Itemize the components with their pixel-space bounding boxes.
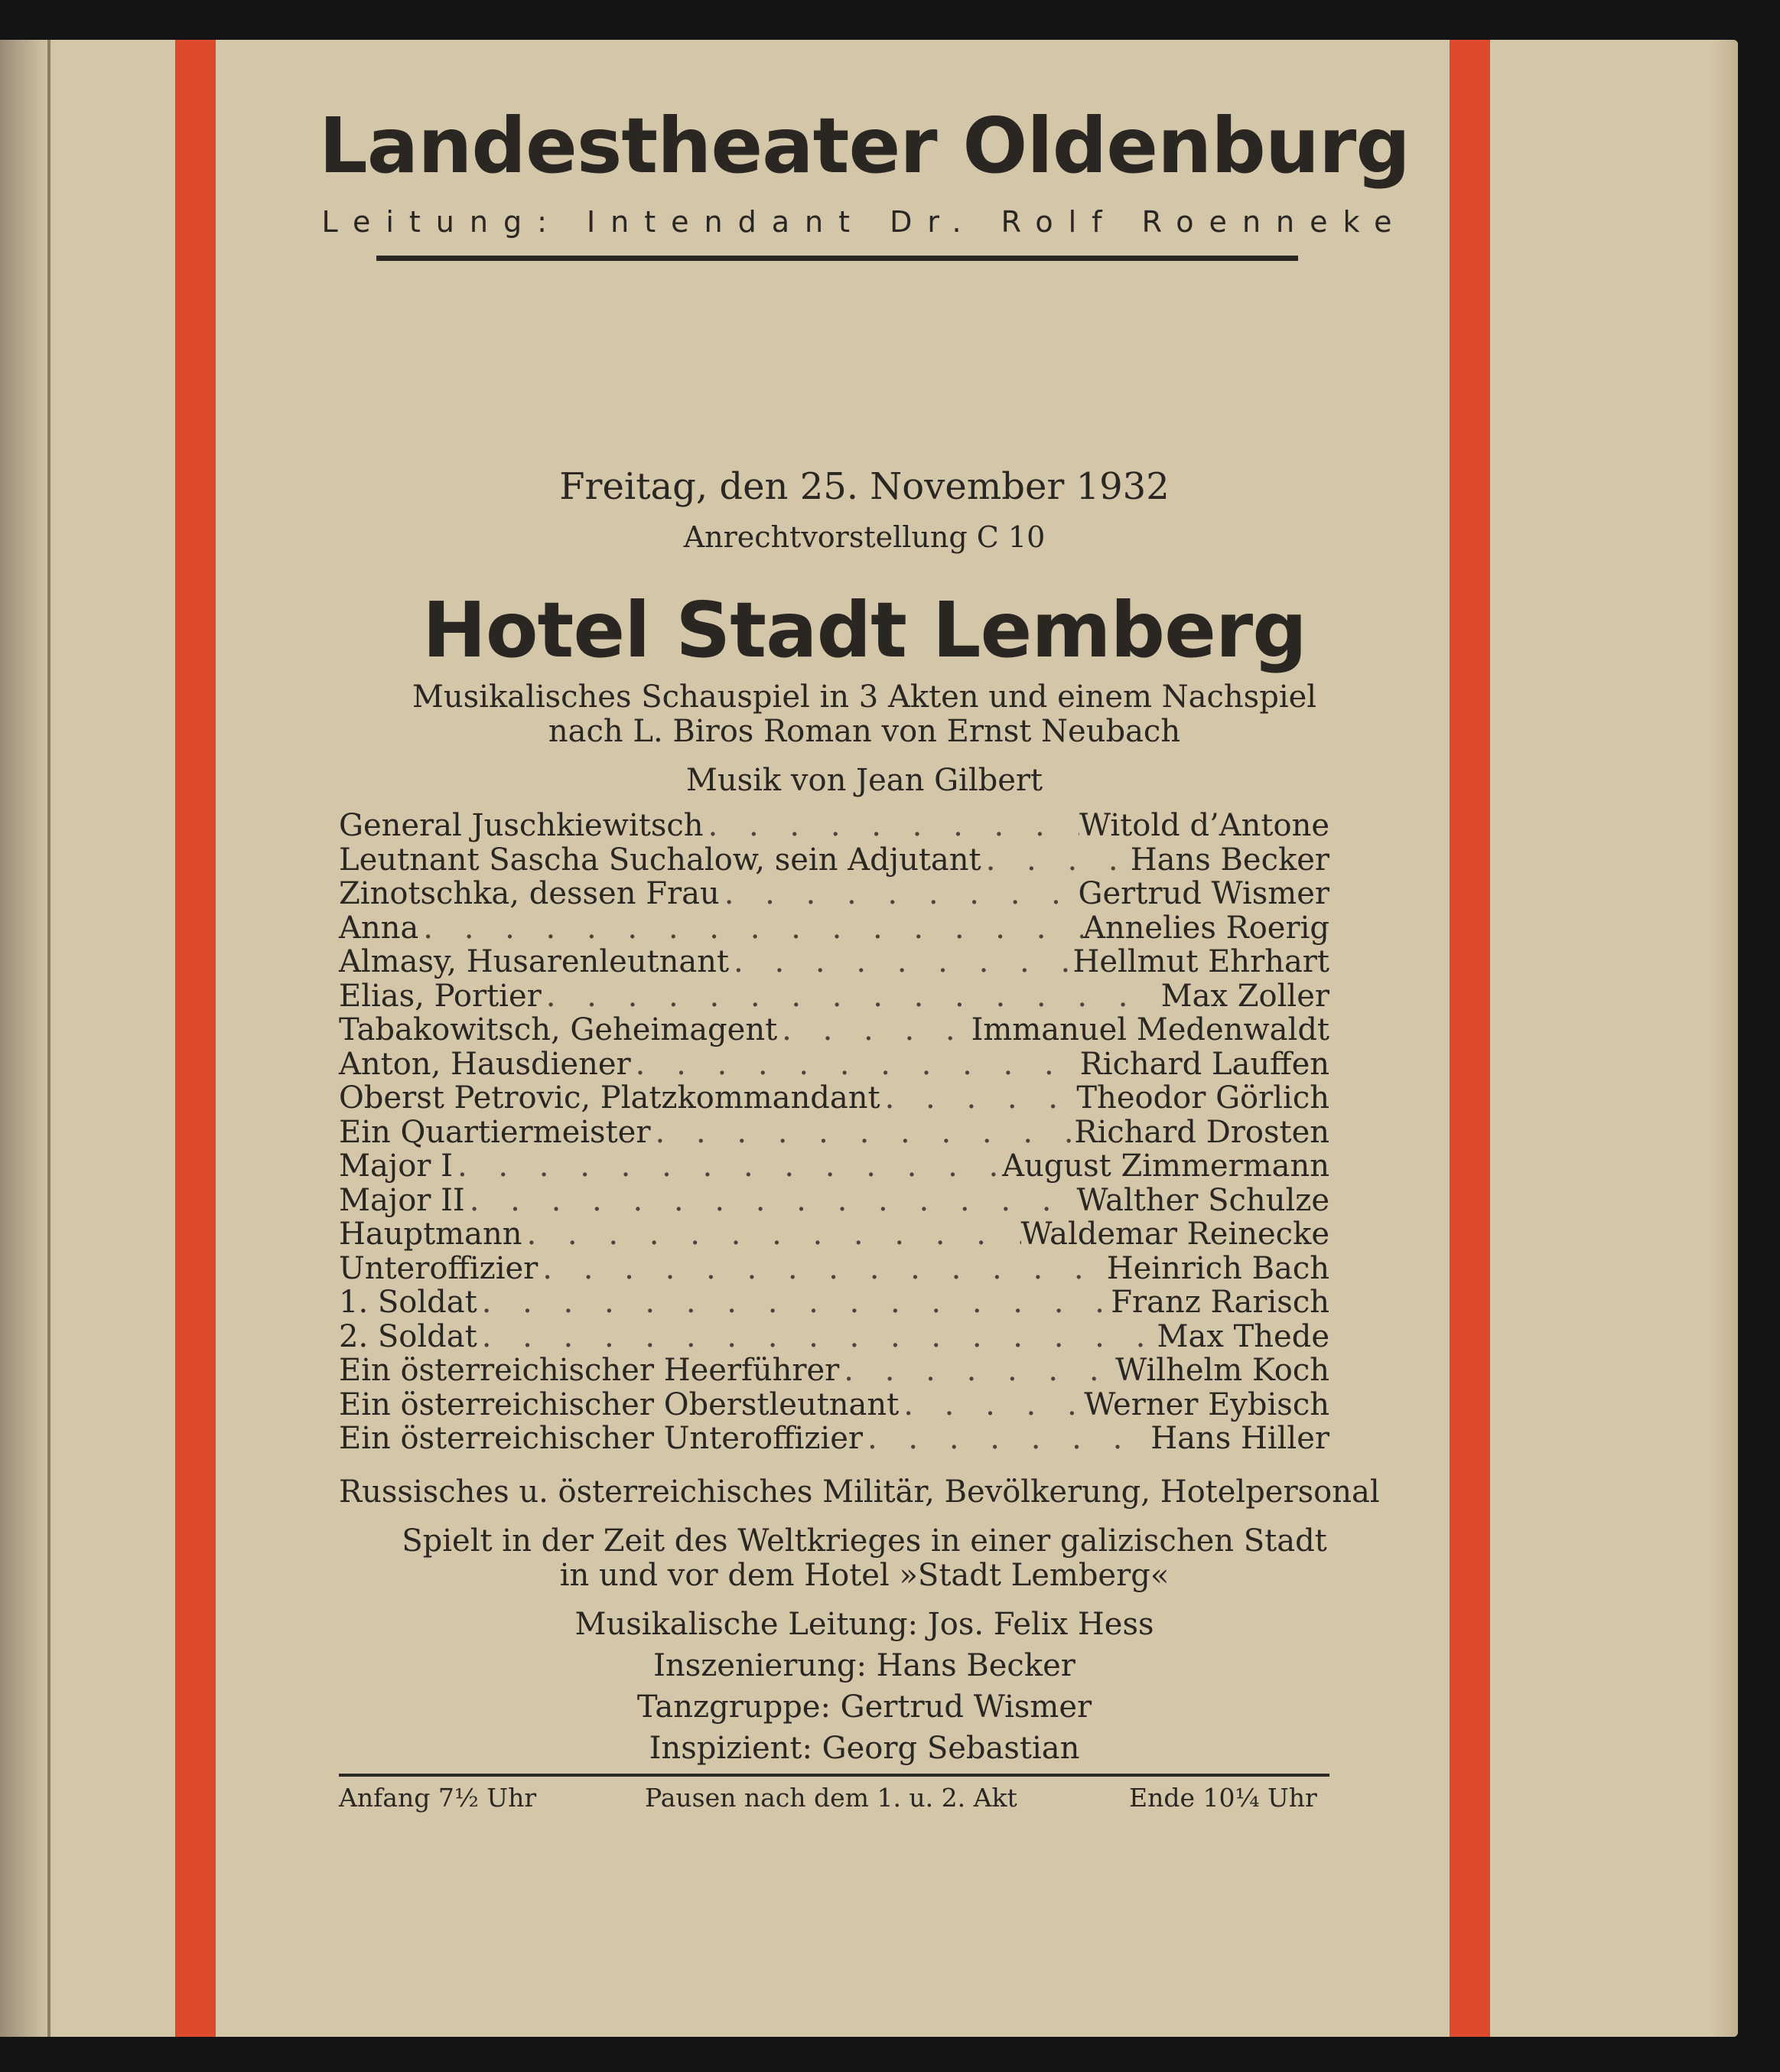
cast-role: Zinotschka, dessen Frau: [339, 876, 720, 911]
leader-dots: [777, 1013, 971, 1047]
cast-row: [339, 1116, 1329, 1150]
cast-role: Leutnant Sascha Suchalow, sein Adjutant: [339, 842, 981, 878]
cast-row: [339, 1354, 1329, 1388]
cast-role: Almasy, Husarenleutnant: [339, 944, 730, 979]
leader-dots: [465, 1184, 1077, 1218]
cast-actor: Witold d’Antone: [1079, 808, 1329, 843]
end-time: Ende 10¼ Uhr: [1129, 1783, 1317, 1813]
cast-actor: Heinrich Bach: [1106, 1250, 1329, 1286]
cast-actor: Hans Becker: [1130, 842, 1329, 878]
cast-row: [339, 877, 1329, 911]
cast-actor: Theodor Görlich: [1076, 1080, 1329, 1116]
leader-dots: [839, 1354, 1115, 1388]
leader-dots: [729, 945, 1072, 979]
cast-role: Major I: [339, 1148, 453, 1184]
play-title: Hotel Stadt Lemberg: [422, 585, 1307, 675]
cast-row: [339, 1285, 1329, 1320]
cast-row: [339, 911, 1329, 946]
cast-actor: August Zimmermann: [1002, 1148, 1329, 1184]
music-credit: Musik von Jean Gilbert: [685, 763, 1043, 798]
leader-dots: [477, 1285, 1111, 1320]
cast-row: [339, 945, 1329, 979]
theater-name: Landestheater Oldenburg: [319, 101, 1410, 191]
start-time: Anfang 7½ Uhr: [339, 1783, 537, 1813]
cast-actor: Richard Drosten: [1074, 1114, 1329, 1150]
cast-role: Hauptmann: [339, 1217, 522, 1252]
cast-row: [339, 1047, 1329, 1082]
page-right-edge: [1710, 40, 1738, 2037]
genre-line-1: Musikalisches Schauspiel in 3 Akten und einem Nachspiel: [412, 679, 1317, 715]
leader-dots: [453, 1149, 1002, 1184]
cast-role: Ein österreichischer Oberstleutnant: [339, 1386, 900, 1422]
cast-role: 2. Soldat: [339, 1318, 477, 1354]
leader-dots: [650, 1116, 1074, 1150]
leader-dots: [631, 1047, 1080, 1082]
theater-direction: Leitung: Intendant Dr. Rolf Roenneke: [321, 205, 1407, 239]
cast-row: [339, 843, 1329, 878]
cast-row: [339, 1184, 1329, 1218]
intermission-note: Pausen nach dem 1. u. 2. Akt: [645, 1783, 1017, 1813]
leader-dots: [720, 877, 1079, 911]
cast-row: [339, 1013, 1329, 1047]
leader-dots: [538, 1252, 1106, 1286]
cast-actor: Gertrud Wismer: [1078, 876, 1329, 911]
cast-actor: Walther Schulze: [1076, 1182, 1329, 1218]
cast-role: Major II: [339, 1182, 465, 1218]
leader-dots: [880, 1081, 1077, 1116]
subscription-label: Anrechtvorstellung C 10: [683, 520, 1046, 554]
cast-role: Anton, Hausdiener: [339, 1046, 631, 1082]
cast-actor: Waldemar Reinecke: [1020, 1217, 1329, 1252]
cast-actor: Richard Lauffen: [1079, 1046, 1329, 1082]
cast-row: [339, 1081, 1329, 1116]
leader-dots: [863, 1422, 1150, 1456]
header-rule: [376, 256, 1298, 261]
setting-line-1: Spielt in der Zeit des Weltkrieges in einer galizischen Stadt: [402, 1523, 1327, 1559]
cast-role: Ein österreichischer Unteroffizier: [339, 1421, 863, 1456]
cast-actor: Hellmut Ehrhart: [1072, 944, 1329, 979]
cast-role: Tabakowitsch, Geheimagent: [339, 1012, 778, 1047]
cast-actor: Immanuel Medenwaldt: [971, 1012, 1329, 1047]
footer-rule: [339, 1774, 1329, 1777]
cast-row: [339, 1149, 1329, 1184]
musical-direction-credit: Musikalische Leitung: Jos. Felix Hess: [574, 1607, 1154, 1642]
performance-date: Freitag, den 25. November 1932: [559, 465, 1170, 508]
cast-row: [339, 1388, 1329, 1422]
staging-credit: Inszenierung: Hans Becker: [653, 1648, 1075, 1683]
dance-group-credit: Tanzgruppe: Gertrud Wismer: [636, 1689, 1092, 1725]
cast-actor: Werner Eybisch: [1084, 1386, 1329, 1422]
cast-row: [339, 1217, 1329, 1252]
cast-actor: Hans Hiller: [1150, 1421, 1329, 1456]
genre-line-2: nach L. Biros Roman von Ernst Neubach: [548, 714, 1181, 749]
page-edge: [47, 40, 50, 2037]
cast-row: [339, 979, 1329, 1014]
cast-role: General Juschkiewitsch: [339, 808, 704, 843]
cast-list: [339, 809, 1329, 1456]
stage-manager-credit: Inspizient: Georg Sebastian: [649, 1731, 1080, 1766]
cast-role: Anna: [339, 910, 419, 946]
cast-actor: Max Zoller: [1160, 978, 1329, 1014]
cast-role: 1. Soldat: [339, 1285, 477, 1320]
leader-dots: [477, 1320, 1157, 1354]
setting-line-2: in und vor dem Hotel »Stadt Lemberg«: [559, 1558, 1170, 1593]
cast-row: [339, 809, 1329, 843]
cast-row: [339, 1320, 1329, 1354]
cast-actor: Wilhelm Koch: [1115, 1353, 1329, 1388]
ensemble-line: Russisches u. österreichisches Militär, Bevölkerung, Hotelpersonal: [339, 1474, 1380, 1510]
cast-row: [339, 1422, 1329, 1456]
cast-actor: Franz Rarisch: [1111, 1285, 1329, 1320]
red-stripe-left: [175, 40, 216, 2037]
leader-dots: [542, 979, 1161, 1014]
red-stripe-right: [1450, 40, 1490, 2037]
cast-row: [339, 1252, 1329, 1286]
leader-dots: [899, 1388, 1084, 1422]
leader-dots: [522, 1217, 1020, 1252]
cast-role: Elias, Portier: [339, 978, 542, 1014]
leader-dots: [704, 809, 1079, 843]
cast-role: Ein Quartiermeister: [339, 1114, 651, 1150]
leader-dots: [418, 911, 1083, 946]
cast-role: Unteroffizier: [339, 1250, 539, 1286]
cast-actor: Max Thede: [1157, 1318, 1329, 1354]
book-spine-shadow: [0, 40, 54, 2037]
leader-dots: [981, 843, 1131, 878]
cast-actor: Annelies Roerig: [1083, 910, 1329, 946]
cast-role: Oberst Petrovic, Platzkommandant: [339, 1080, 880, 1116]
cast-role: Ein österreichischer Heerführer: [339, 1353, 840, 1388]
